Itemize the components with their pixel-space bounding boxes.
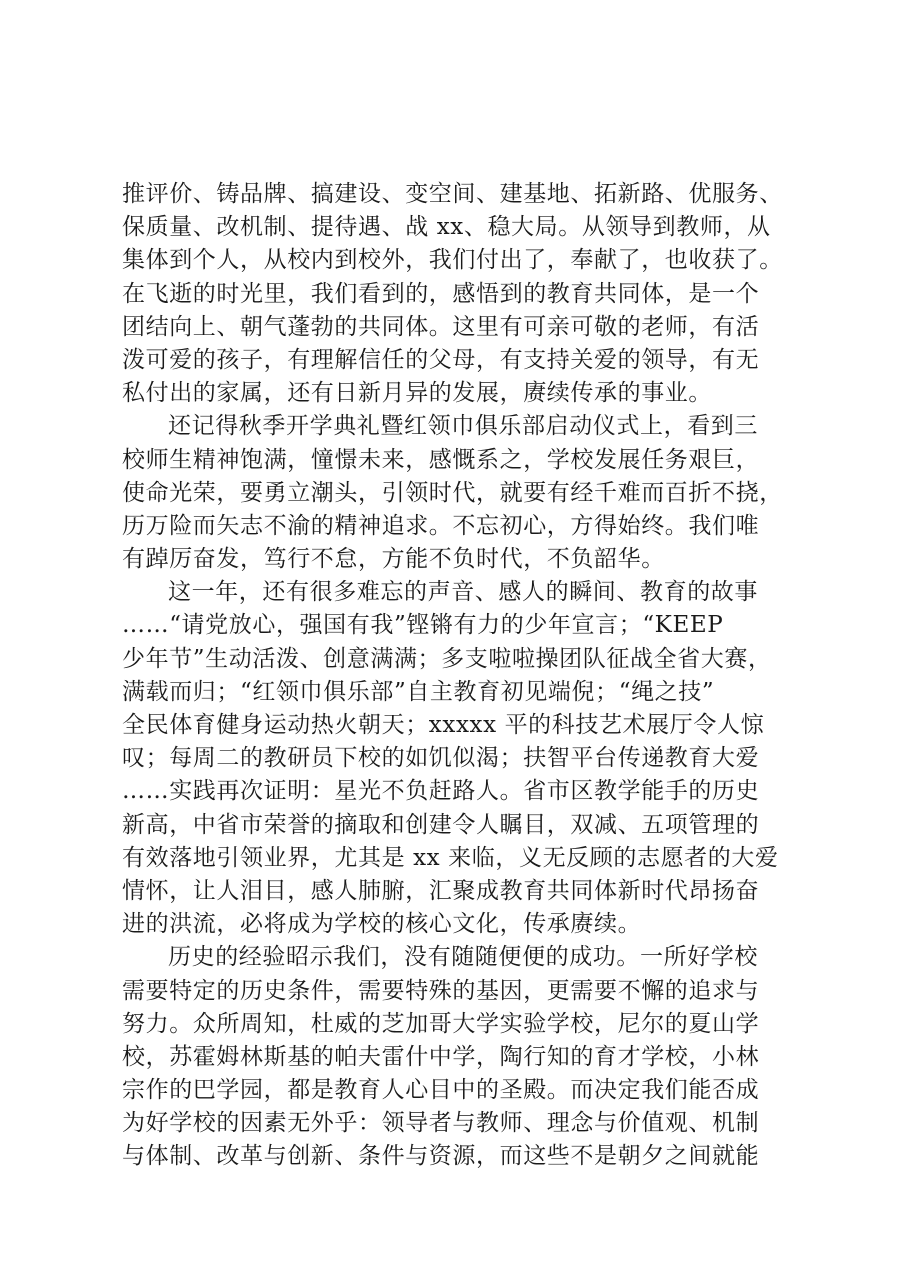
text-line: 新高，中省市荣誉的摘取和创建令人瞩目，双减、五项管理的 — [122, 811, 760, 838]
paragraph — [122, 941, 802, 1173]
text-line: 团结向上、朝气蓬勃的共同体。这里有可亲可敬的老师，有活 — [122, 313, 760, 340]
text-line: 情怀，让人泪目，感人肺腑，汇聚成教育共同体新时代昂扬奋 — [122, 877, 760, 904]
text-line: 与体制、改革与创新、条件与资源，而这些不是朝夕之间就能 — [122, 1143, 760, 1170]
text-line: 努力。众所周知，杜威的芝加哥大学实验学校，尼尔的夏山学 — [122, 1010, 760, 1037]
text-line: 为好学校的因素无外乎：领导者与教师、理念与价值观、机制 — [122, 1110, 760, 1137]
text-line: 少年节”生动活泼、创意满满；多支啦啦操团队征战全省大赛， — [122, 645, 772, 672]
text-line: ……实践再次证明：星光不负赶路人。省市区教学能手的历史 — [122, 778, 760, 805]
text-line: 集体到个人，从校内到校外，我们付出了，奉献了，也收获了。 — [122, 247, 783, 274]
text-line: 这一年，还有很多难忘的声音、感人的瞬间、教育的故事 — [168, 579, 758, 606]
text-line: 宗作的巴学园，都是教育人心目中的圣殿。而决定我们能否成 — [122, 1077, 760, 1104]
text-line: 推评价、铸品牌、搞建设、变空间、建基地、拓新路、优服务、 — [122, 181, 783, 207]
text-line: 叹；每周二的教研员下校的如饥似渴；扶智平台传递教育大爱 — [122, 745, 760, 772]
text-line: 校，苏霍姆林斯基的帕夫雷什中学，陶行知的育才学校，小林 — [122, 1043, 760, 1070]
text-line: ……“请党放心，强国有我”铿锵有力的少年宣言；“KEEP — [122, 612, 724, 639]
text-line: 需要特定的历史条件，需要特殊的基因，更需要不懈的追求与 — [122, 977, 760, 1004]
text-line: 历万险而矢志不渝的精神追求。不忘初心，方得始终。我们唯 — [122, 512, 760, 539]
text-line: 有效落地引领业界，尤其是 xx 来临，义无反顾的志愿者的大爱 — [122, 844, 779, 871]
text-line: 有踔厉奋发，笃行不怠，方能不负时代，不负韶华。 — [122, 546, 665, 573]
text-line: 在飞逝的时光里，我们看到的，感悟到的教育共同体，是一个 — [122, 280, 760, 307]
document-body — [122, 178, 802, 1174]
paragraph — [122, 178, 802, 410]
text-line: 私付出的家属，还有日新月异的发展，赓续传承的事业。 — [122, 380, 712, 407]
paragraph — [122, 576, 802, 941]
text-line: 泼可爱的孩子，有理解信任的父母，有支持关爱的领导，有无 — [122, 346, 760, 373]
text-line: 还记得秋季开学典礼暨红领巾俱乐部启动仪式上，看到三 — [168, 413, 758, 440]
text-line: 校师生精神饱满，憧憬未来，感慨系之，学校发展任务艰巨， — [122, 446, 760, 473]
paragraph — [122, 410, 802, 576]
text-line: 全民体育健身运动热火朝天；xxxxx 平的科技艺术展厅令人惊 — [122, 712, 765, 738]
text-line: 使命光荣，要勇立潮头，引领时代，就要有经千难而百折不挠， — [122, 479, 783, 506]
text-line: 满载而归；“红领巾俱乐部”自主教育初见端倪；“绳之技” — [122, 678, 715, 705]
text-line: 历史的经验昭示我们，没有随随便便的成功。一所好学校 — [168, 944, 758, 971]
text-line: 保质量、改机制、提待遇、战 xx、稳大局。从领导到教师，从 — [122, 214, 771, 241]
text-line: 进的洪流，必将成为学校的核心文化，传承赓续。 — [122, 911, 642, 938]
